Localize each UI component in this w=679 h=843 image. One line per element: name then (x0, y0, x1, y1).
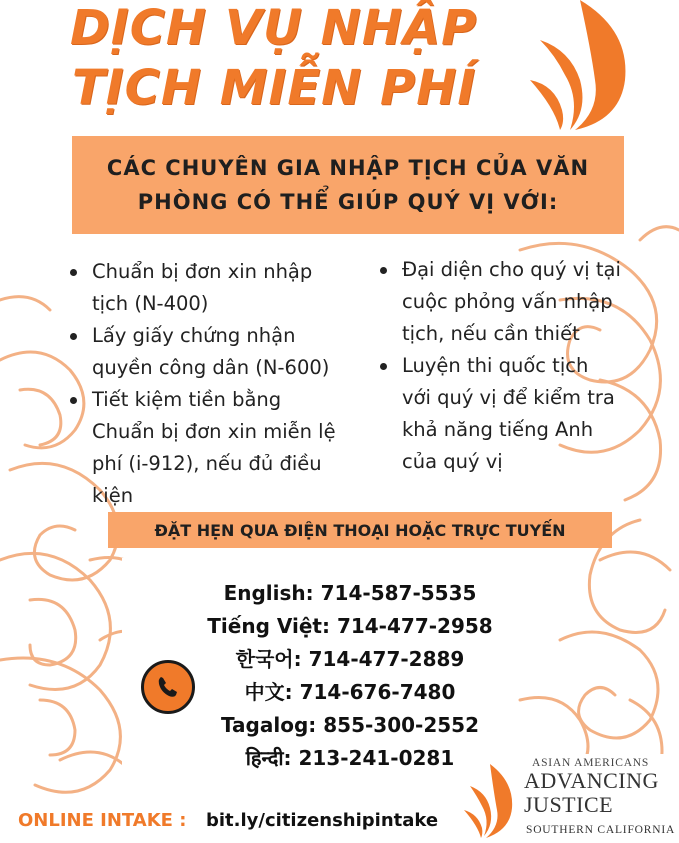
bullet-icon (70, 269, 77, 276)
service-line: tịch (N-400) (92, 292, 209, 315)
services-list-left (68, 256, 368, 512)
bullet-icon (70, 397, 77, 404)
phone-language: 中文: (244, 680, 293, 704)
phone-number[interactable]: 714-477-2958 (336, 614, 493, 638)
organization-logo (460, 754, 679, 843)
service-line: tịch, nếu cần thiết (402, 322, 580, 345)
service-line: Đại diện cho quý vị tại (402, 258, 621, 281)
intro-banner-line1: CÁC CHUYÊN GIA NHẬP TỊCH CỦA VĂN (106, 156, 590, 180)
org-name-line3: JUSTICE (524, 792, 614, 817)
flame-logo-icon (520, 0, 632, 130)
bullet-icon (380, 363, 387, 370)
service-item (68, 384, 368, 512)
phone-language: Tagalog: (220, 713, 317, 737)
service-line: của quý vị (402, 450, 503, 473)
flame-logo-icon (462, 764, 514, 838)
page-title-line2: TỊCH MIỄN PHÍ (72, 60, 477, 116)
phone-number[interactable]: 714-477-2889 (308, 647, 465, 671)
service-line: với quý vị để kiểm tra (402, 386, 615, 409)
phone-number[interactable]: 714-676-7480 (299, 680, 456, 704)
phone-language: हिन्दी: (245, 746, 292, 770)
phone-number[interactable]: 855-300-2552 (323, 713, 480, 737)
phone-number[interactable]: 213-241-0281 (298, 746, 455, 770)
phone-row-chinese[interactable] (180, 677, 520, 707)
phone-row-english[interactable] (180, 578, 520, 608)
phone-handset-icon (154, 673, 182, 701)
service-line: cuộc phỏng vấn nhập (402, 290, 613, 313)
service-line: quyền công dân (N-600) (92, 356, 330, 379)
org-name-line2: ADVANCING (524, 768, 659, 793)
call-to-action-text: ĐẶT HẸN QUA ĐIỆN THOẠI HOẶC TRỰC TUYẾN (154, 520, 566, 540)
service-item (68, 320, 368, 384)
service-line: khả năng tiếng Anh (402, 418, 594, 441)
service-item (68, 256, 368, 320)
service-line: Chuẩn bị đơn xin nhập (92, 260, 313, 283)
call-to-action-banner (108, 512, 612, 548)
service-line: Lấy giấy chứng nhận (92, 324, 296, 347)
bullet-icon (380, 267, 387, 274)
service-line: Luyện thi quốc tịch (402, 354, 589, 377)
intro-banner-line2: PHÒNG CÓ THỂ GIÚP QUÝ VỊ VỚI: (137, 190, 559, 214)
phone-row-korean[interactable] (180, 644, 520, 674)
online-intake-link[interactable]: bit.ly/citizenshipintake (206, 810, 439, 831)
phone-row-vietnamese[interactable] (180, 611, 520, 641)
service-line: Chuẩn bị đơn xin miễn lệ (92, 420, 336, 443)
service-line: phí (i-912), nếu đủ điều (92, 452, 322, 475)
online-intake-label: ONLINE INTAKE : (18, 810, 187, 831)
service-item (378, 254, 648, 350)
phone-number[interactable]: 714-587-5535 (320, 581, 477, 605)
intro-banner (72, 136, 624, 234)
phone-language: 한국어: (235, 647, 302, 671)
phone-language: English: (223, 581, 314, 605)
service-item (378, 350, 648, 478)
phone-row-tagalog[interactable] (180, 710, 520, 740)
phone-icon (141, 660, 195, 714)
org-name-line1: ASIAN AMERICANS (532, 757, 650, 769)
page-title-line1: DỊCH VỤ NHẬP (70, 0, 478, 56)
phone-language: Tiếng Việt: (207, 614, 330, 638)
service-line: Tiết kiệm tiền bằng (92, 388, 282, 411)
org-name-line4: SOUTHERN CALIFORNIA (526, 824, 676, 836)
bullet-icon (70, 333, 77, 340)
service-line: kiện (92, 484, 134, 507)
services-list-right (378, 254, 648, 478)
